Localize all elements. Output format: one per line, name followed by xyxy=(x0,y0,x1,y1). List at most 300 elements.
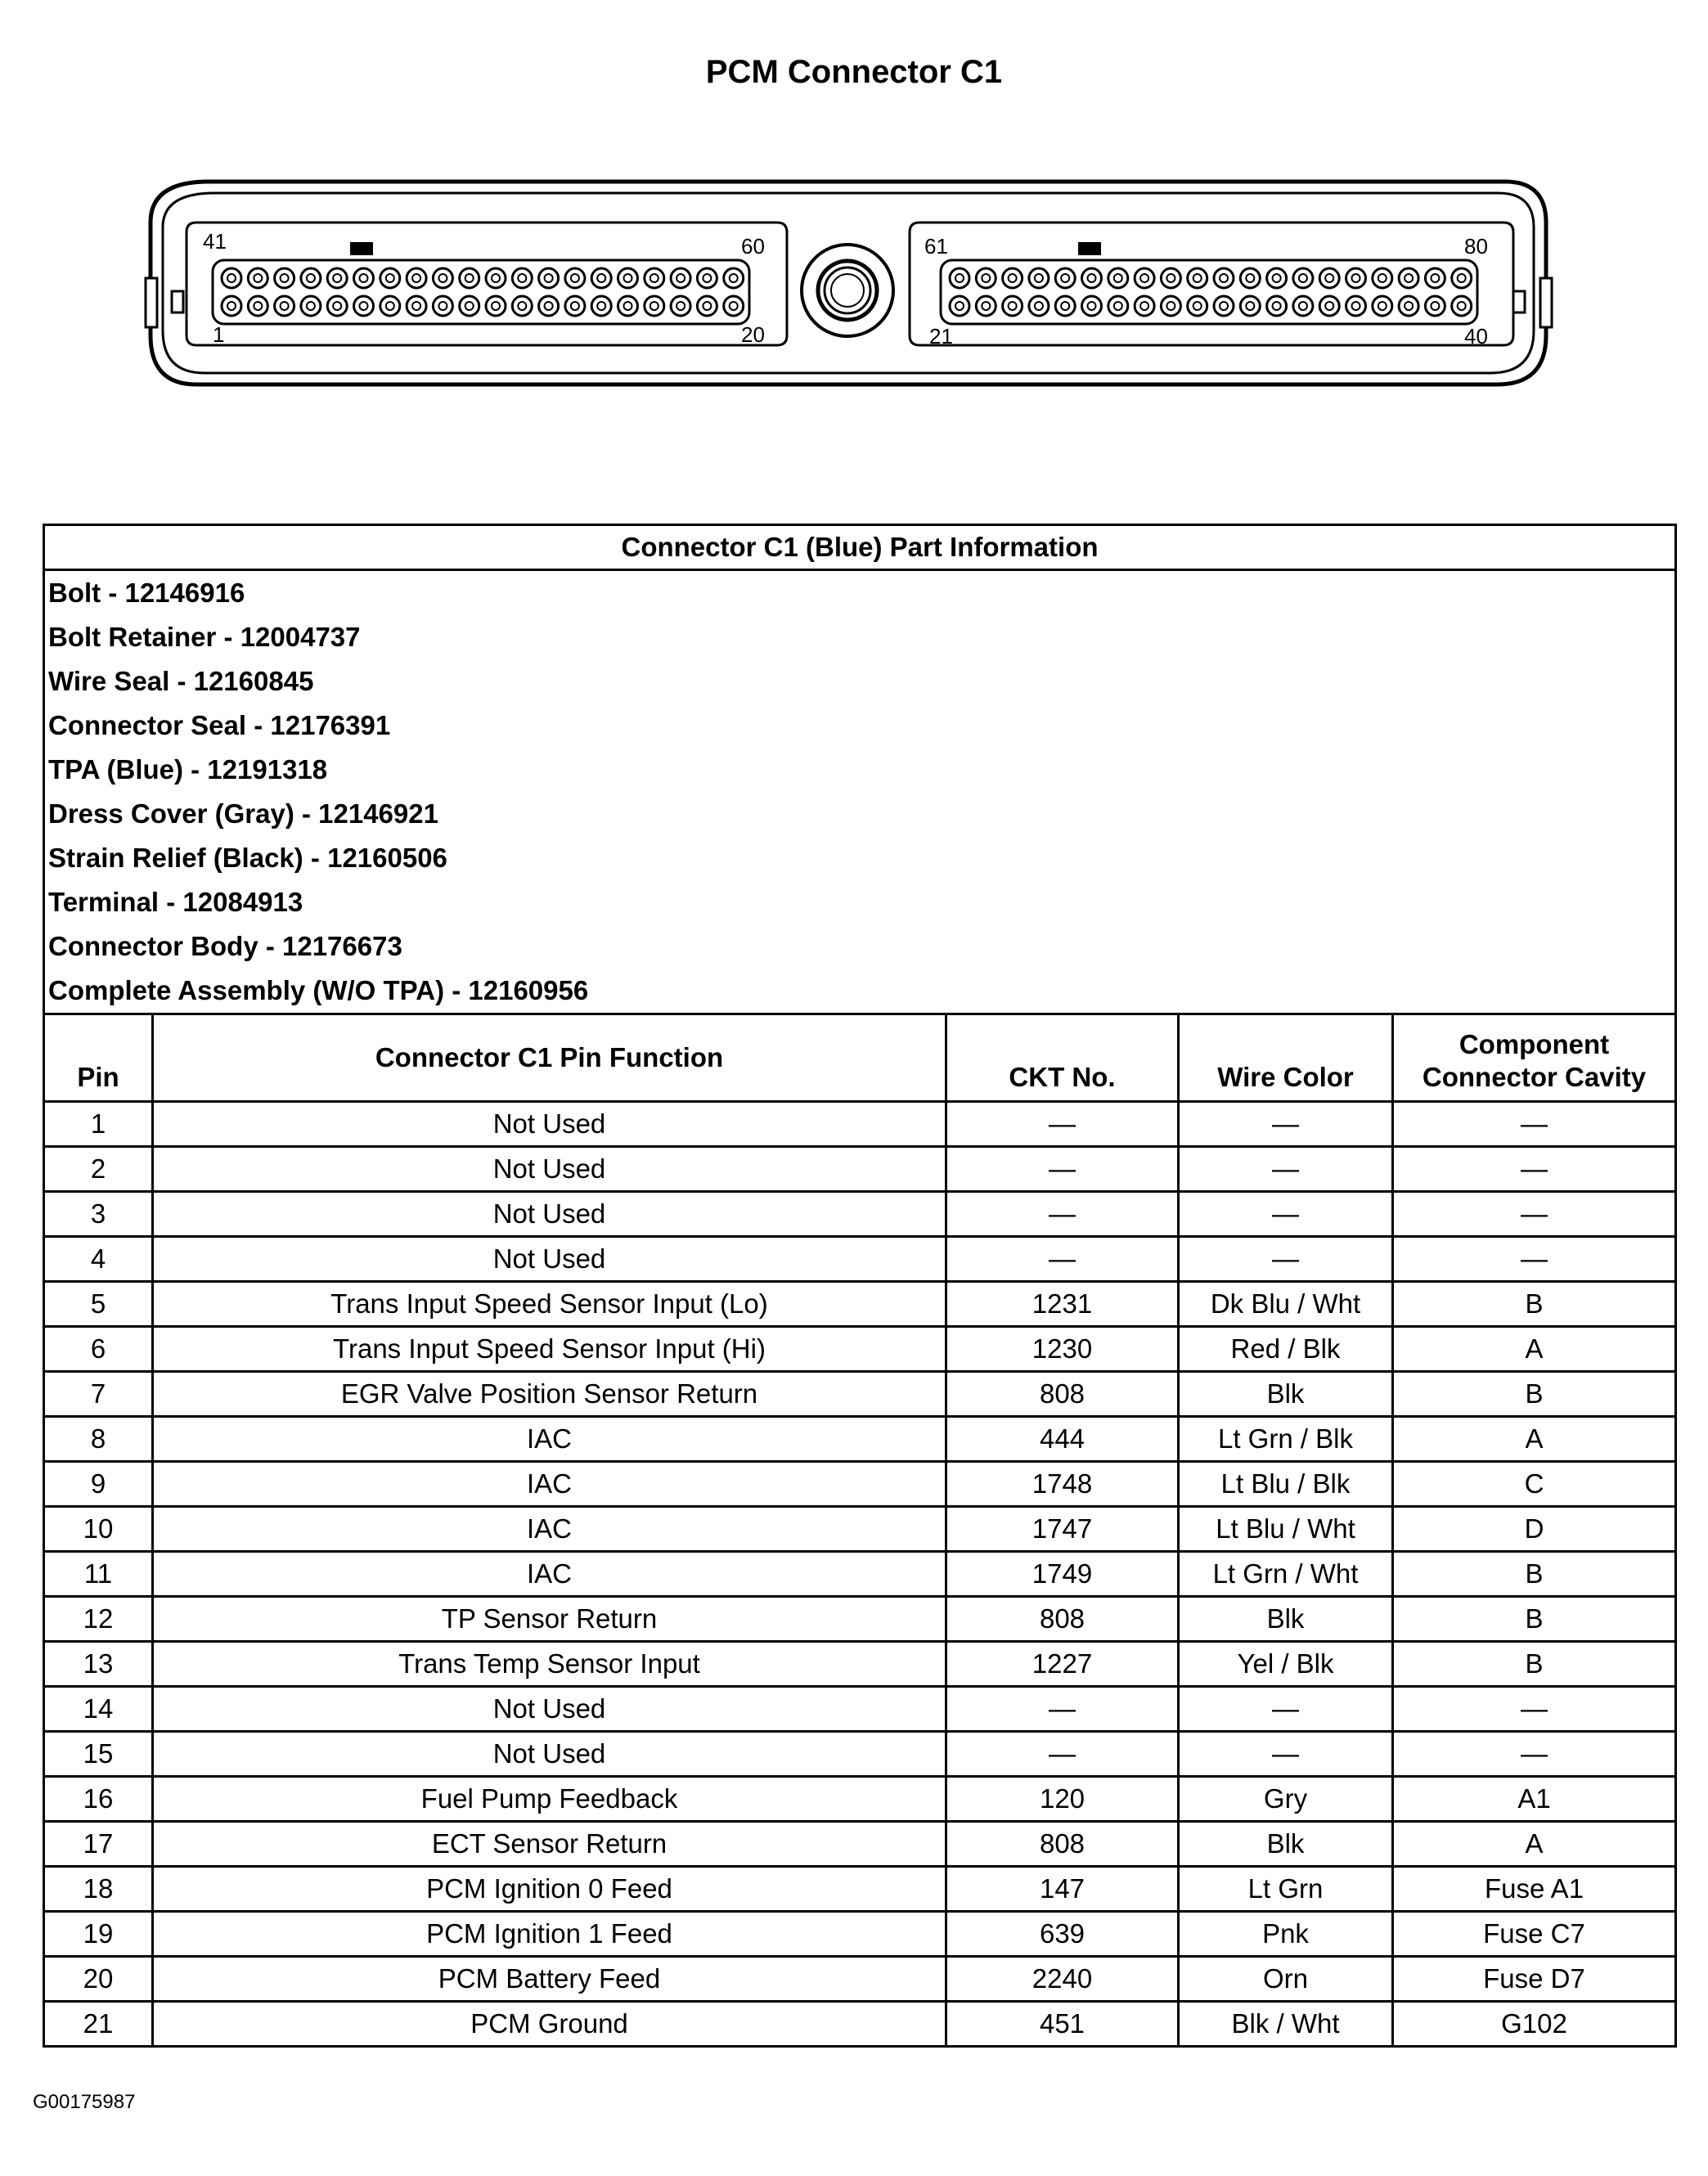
cell-pin: 8 xyxy=(44,1417,153,1462)
cell-ckt: 808 xyxy=(946,1822,1179,1867)
cell-cavity: — xyxy=(1393,1192,1676,1237)
pin-hole xyxy=(1240,296,1260,316)
table-row xyxy=(44,1642,1676,1687)
table-row xyxy=(44,1102,1676,1147)
pin-hole xyxy=(645,268,664,288)
pin-hole xyxy=(512,296,532,316)
pin-hole-inner xyxy=(465,274,474,282)
cell-wire-color: Blk / Wht xyxy=(1179,2002,1393,2047)
table-row xyxy=(44,1867,1676,1912)
pin-hole-inner xyxy=(1273,274,1281,282)
pin-hole xyxy=(1188,268,1207,288)
pin-hole xyxy=(724,296,744,316)
pin-hole-inner xyxy=(982,274,990,282)
pin-hole-inner xyxy=(333,274,341,282)
cell-cavity: A1 xyxy=(1393,1777,1676,1822)
pin-hole xyxy=(1135,296,1154,316)
pin-hole xyxy=(724,268,744,288)
pin-hole xyxy=(433,268,452,288)
pin-hole xyxy=(565,296,585,316)
pin-hole xyxy=(1319,296,1339,316)
table-row xyxy=(44,1552,1676,1597)
pin-label-40: 40 xyxy=(1464,324,1488,348)
table-row xyxy=(44,2002,1676,2047)
header-function: Connector C1 Pin Function xyxy=(153,1014,946,1102)
pin-hole xyxy=(591,268,611,288)
cell-cavity: A xyxy=(1393,1327,1676,1372)
cell-ckt: — xyxy=(946,1102,1179,1147)
cell-ckt: 1748 xyxy=(946,1462,1179,1507)
pin-hole xyxy=(1425,296,1445,316)
cell-function: EGR Valve Position Sensor Return xyxy=(153,1372,946,1417)
table-row xyxy=(44,1687,1676,1732)
cell-ckt: 451 xyxy=(946,2002,1179,2047)
pin-hole xyxy=(1108,268,1128,288)
cell-function: PCM Ignition 0 Feed xyxy=(153,1867,946,1912)
part-info-lines xyxy=(45,571,1674,1013)
table-row xyxy=(44,1282,1676,1327)
cell-wire-color: Orn xyxy=(1179,1957,1393,2002)
pin-label-41: 41 xyxy=(203,229,227,254)
cell-function: IAC xyxy=(153,1552,946,1597)
pin-hole-inner xyxy=(1220,302,1228,310)
pin-hole xyxy=(1319,268,1339,288)
pin-label-20: 20 xyxy=(741,322,765,347)
pin-hole-inner xyxy=(650,302,658,310)
cell-pin: 19 xyxy=(44,1912,153,1957)
pin-hole-inner xyxy=(955,274,964,282)
pin-hole-inner xyxy=(1035,302,1043,310)
cell-pin: 3 xyxy=(44,1192,153,1237)
pin-hole xyxy=(1055,296,1075,316)
pin-hole-inner xyxy=(1246,302,1254,310)
pin-hole xyxy=(1161,296,1180,316)
pin-hole xyxy=(645,296,664,316)
pin-hole-inner xyxy=(1166,274,1175,282)
right-key xyxy=(1078,242,1101,255)
pin-hole-inner xyxy=(1431,302,1439,310)
pin-hole-inner xyxy=(1009,274,1017,282)
pin-hole-inner xyxy=(1193,274,1202,282)
table-row xyxy=(44,1507,1676,1552)
pin-hole-inner xyxy=(1114,302,1122,310)
pin-hole-inner xyxy=(254,302,262,310)
pin-hole xyxy=(486,296,506,316)
pin-hole xyxy=(1267,268,1287,288)
cell-function: Not Used xyxy=(153,1147,946,1192)
pin-hole xyxy=(512,268,532,288)
cell-function: PCM Battery Feed xyxy=(153,1957,946,2002)
part-info-line: Connector Body - 12176673 xyxy=(48,931,402,961)
pin-hole-inner xyxy=(465,302,474,310)
cell-cavity: B xyxy=(1393,1372,1676,1417)
pin-hole xyxy=(222,296,241,316)
cell-pin: 13 xyxy=(44,1642,153,1687)
pin-hole-inner xyxy=(1352,302,1360,310)
pin-hole-inner xyxy=(1299,274,1307,282)
cell-function: ECT Sensor Return xyxy=(153,1822,946,1867)
pin-hole xyxy=(460,268,479,288)
pin-hole-inner xyxy=(676,274,685,282)
table-row xyxy=(44,1597,1676,1642)
cell-cavity: — xyxy=(1393,1732,1676,1777)
part-info-line: Bolt Retainer - 12004737 xyxy=(48,622,361,652)
pin-hole xyxy=(1161,268,1180,288)
pin-hole xyxy=(222,268,241,288)
table-row xyxy=(44,1822,1676,1867)
cell-ckt: — xyxy=(946,1732,1179,1777)
pin-hole xyxy=(539,296,559,316)
pin-hole-inner xyxy=(545,302,553,310)
cell-ckt: — xyxy=(946,1147,1179,1192)
cell-function: Not Used xyxy=(153,1102,946,1147)
pin-hole-inner xyxy=(1140,302,1148,310)
pin-hole-inner xyxy=(438,274,447,282)
cell-pin: 7 xyxy=(44,1372,153,1417)
pin-hole xyxy=(1108,296,1128,316)
pin-hole xyxy=(1082,268,1102,288)
page-title: PCM Connector C1 xyxy=(705,54,1003,90)
part-info-line: Terminal - 12084913 xyxy=(48,887,303,917)
cell-cavity: Fuse C7 xyxy=(1393,1912,1676,1957)
pin-hole-inner xyxy=(518,302,526,310)
cell-wire-color: Lt Grn xyxy=(1179,1867,1393,1912)
pin-hole-inner xyxy=(1088,274,1096,282)
pin-hole xyxy=(1452,296,1472,316)
header-wire-color: Wire Color xyxy=(1179,1014,1393,1102)
table-row xyxy=(44,1372,1676,1417)
cell-ckt: 1231 xyxy=(946,1282,1179,1327)
pin-hole-inner xyxy=(624,302,632,310)
pin-hole-inner xyxy=(518,274,526,282)
cell-cavity: — xyxy=(1393,1102,1676,1147)
pin-hole-inner xyxy=(412,302,420,310)
pin-hole-inner xyxy=(438,302,447,310)
pin-hole xyxy=(1373,296,1392,316)
pin-hole xyxy=(1267,296,1287,316)
cell-function: IAC xyxy=(153,1417,946,1462)
pin-hole xyxy=(1293,268,1313,288)
pin-hole xyxy=(950,268,969,288)
parts-table xyxy=(43,524,1677,2048)
cell-cavity: — xyxy=(1393,1237,1676,1282)
pin-hole-inner xyxy=(386,302,394,310)
pin-hole xyxy=(407,268,426,288)
pin-hole xyxy=(301,268,321,288)
pin-hole-inner xyxy=(281,302,289,310)
pin-hole-inner xyxy=(412,274,420,282)
right-pin-block xyxy=(910,223,1513,345)
cell-ckt: — xyxy=(946,1237,1179,1282)
cell-wire-color: Blk xyxy=(1179,1822,1393,1867)
pin-hole xyxy=(380,296,400,316)
pin-hole-inner xyxy=(545,274,553,282)
cell-cavity: G102 xyxy=(1393,2002,1676,2047)
pin-hole-inner xyxy=(597,302,605,310)
pin-hole-inner xyxy=(1273,302,1281,310)
pin-hole xyxy=(950,296,969,316)
pin-hole-inner xyxy=(1458,302,1466,310)
pin-hole xyxy=(618,268,638,288)
pin-hole-inner xyxy=(624,274,632,282)
pin-hole-inner xyxy=(1325,274,1333,282)
pin-hole-inner xyxy=(1246,274,1254,282)
pin-hole-inner xyxy=(1431,274,1439,282)
pin-hole-inner xyxy=(307,274,315,282)
pin-hole-inner xyxy=(360,274,368,282)
cell-cavity: B xyxy=(1393,1642,1676,1687)
cell-pin: 12 xyxy=(44,1597,153,1642)
pin-hole xyxy=(460,296,479,316)
pin-hole xyxy=(1399,268,1418,288)
cell-cavity: Fuse A1 xyxy=(1393,1867,1676,1912)
pin-label-80: 80 xyxy=(1464,234,1488,259)
pin-hole-inner xyxy=(1378,274,1387,282)
cell-pin: 11 xyxy=(44,1552,153,1597)
table-row xyxy=(44,1327,1676,1372)
pin-hole-inner xyxy=(650,274,658,282)
pin-hole xyxy=(976,268,996,288)
pin-hole-inner xyxy=(227,274,236,282)
figure-id: G00175987 xyxy=(33,2091,136,2113)
part-info-line: Complete Assembly (W/O TPA) - 12160956 xyxy=(48,975,589,1005)
connector-diagram xyxy=(0,164,1708,409)
pin-hole xyxy=(301,296,321,316)
pin-hole-inner xyxy=(492,274,500,282)
pin-hole-inner xyxy=(1114,274,1122,282)
pin-hole-inner xyxy=(703,274,711,282)
table-row xyxy=(44,1957,1676,2002)
pin-hole xyxy=(1214,268,1234,288)
pin-hole-inner xyxy=(1220,274,1228,282)
cell-wire-color: Lt Grn / Wht xyxy=(1179,1552,1393,1597)
cell-wire-color: Lt Blu / Wht xyxy=(1179,1507,1393,1552)
pin-hole xyxy=(1293,296,1313,316)
pin-hole xyxy=(248,296,267,316)
cell-wire-color: — xyxy=(1179,1192,1393,1237)
pin-hole xyxy=(976,296,996,316)
pin-hole-inner xyxy=(1378,302,1387,310)
cell-ckt: 1227 xyxy=(946,1642,1179,1687)
cell-function: Fuel Pump Feedback xyxy=(153,1777,946,1822)
table-row xyxy=(44,1417,1676,1462)
pin-hole xyxy=(697,268,717,288)
cell-function: PCM Ignition 1 Feed xyxy=(153,1912,946,1957)
cell-ckt: 444 xyxy=(946,1417,1179,1462)
cell-pin: 1 xyxy=(44,1102,153,1147)
cell-cavity: B xyxy=(1393,1597,1676,1642)
pin-hole-inner xyxy=(492,302,500,310)
left-key xyxy=(350,242,373,255)
part-info-header: Connector C1 (Blue) Part Information xyxy=(44,525,1676,570)
table-row xyxy=(44,1147,1676,1192)
cell-wire-color: — xyxy=(1179,1237,1393,1282)
cell-pin: 9 xyxy=(44,1462,153,1507)
pin-hole-inner xyxy=(571,274,579,282)
cell-ckt: 2240 xyxy=(946,1957,1179,2002)
pin-hole-inner xyxy=(1166,302,1175,310)
cell-function: PCM Ground xyxy=(153,2002,946,2047)
pin-hole xyxy=(1082,296,1102,316)
cell-pin: 6 xyxy=(44,1327,153,1372)
cell-cavity: A xyxy=(1393,1822,1676,1867)
pin-hole xyxy=(275,268,294,288)
table-row xyxy=(44,1192,1676,1237)
cell-function: Trans Input Speed Sensor Input (Lo) xyxy=(153,1282,946,1327)
column-header-row xyxy=(44,1014,1676,1102)
pin-hole-inner xyxy=(730,302,738,310)
pin-hole-inner xyxy=(1035,274,1043,282)
pin-hole-inner xyxy=(1061,302,1069,310)
table-row xyxy=(44,1912,1676,1957)
pin-hole xyxy=(591,296,611,316)
pin-hole xyxy=(1055,268,1075,288)
cell-pin: 17 xyxy=(44,1822,153,1867)
pin-hole xyxy=(1135,268,1154,288)
pin-hole xyxy=(354,268,374,288)
part-info-line: Bolt - 12146916 xyxy=(48,578,245,608)
pin-hole xyxy=(539,268,559,288)
pin-hole xyxy=(1240,268,1260,288)
cell-pin: 21 xyxy=(44,2002,153,2047)
table-row xyxy=(44,1462,1676,1507)
part-info-line: Dress Cover (Gray) - 12146921 xyxy=(48,798,438,829)
cell-ckt: 639 xyxy=(946,1912,1179,1957)
cell-wire-color: Pnk xyxy=(1179,1912,1393,1957)
pin-hole xyxy=(1003,296,1023,316)
cell-pin: 20 xyxy=(44,1957,153,2002)
cell-wire-color: Red / Blk xyxy=(1179,1327,1393,1372)
pin-hole xyxy=(354,296,374,316)
pin-hole xyxy=(486,268,506,288)
table-row xyxy=(44,1777,1676,1822)
pin-hole xyxy=(1452,268,1472,288)
pin-hole-inner xyxy=(281,274,289,282)
cell-pin: 18 xyxy=(44,1867,153,1912)
pin-hole xyxy=(1188,296,1207,316)
cell-ckt: — xyxy=(946,1687,1179,1732)
pin-label-1: 1 xyxy=(213,322,225,347)
cell-wire-color: Lt Grn / Blk xyxy=(1179,1417,1393,1462)
pin-hole-inner xyxy=(1405,274,1413,282)
pin-hole-inner xyxy=(333,302,341,310)
cell-wire-color: — xyxy=(1179,1102,1393,1147)
pin-hole-inner xyxy=(982,302,990,310)
pin-hole-inner xyxy=(1325,302,1333,310)
pin-hole-inner xyxy=(1193,302,1202,310)
cell-function: Not Used xyxy=(153,1192,946,1237)
cell-cavity: A xyxy=(1393,1417,1676,1462)
pin-hole-inner xyxy=(307,302,315,310)
pin-hole xyxy=(1214,296,1234,316)
pin-hole-inner xyxy=(1009,302,1017,310)
cell-wire-color: — xyxy=(1179,1687,1393,1732)
cell-ckt: 808 xyxy=(946,1597,1179,1642)
cell-wire-color: Gry xyxy=(1179,1777,1393,1822)
part-info-line: Strain Relief (Black) - 12160506 xyxy=(48,843,447,873)
cell-function: IAC xyxy=(153,1462,946,1507)
cell-ckt: 808 xyxy=(946,1372,1179,1417)
pin-hole xyxy=(248,268,267,288)
cell-pin: 5 xyxy=(44,1282,153,1327)
pin-hole-inner xyxy=(1299,302,1307,310)
part-info-body xyxy=(44,570,1676,1014)
cell-wire-color: Lt Blu / Blk xyxy=(1179,1462,1393,1507)
pin-hole xyxy=(275,296,294,316)
pin-hole xyxy=(1003,268,1023,288)
cell-ckt: 1749 xyxy=(946,1552,1179,1597)
pin-hole-inner xyxy=(386,274,394,282)
pin-hole-inner xyxy=(1088,302,1096,310)
pin-label-61: 61 xyxy=(924,234,948,259)
pin-hole-inner xyxy=(1405,302,1413,310)
pin-hole-inner xyxy=(1352,274,1360,282)
cell-cavity: — xyxy=(1393,1687,1676,1732)
pin-hole xyxy=(618,296,638,316)
pin-hole xyxy=(327,268,347,288)
pin-hole xyxy=(1373,268,1392,288)
cell-wire-color: — xyxy=(1179,1147,1393,1192)
cell-cavity: — xyxy=(1393,1147,1676,1192)
pin-hole xyxy=(671,268,690,288)
cell-ckt: — xyxy=(946,1192,1179,1237)
pin-hole-inner xyxy=(730,274,738,282)
table-row xyxy=(44,1237,1676,1282)
cell-ckt: 1747 xyxy=(946,1507,1179,1552)
pin-hole-inner xyxy=(1061,274,1069,282)
header-cavity: Component Connector Cavity xyxy=(1393,1014,1676,1102)
cell-pin: 4 xyxy=(44,1237,153,1282)
cell-wire-color: Blk xyxy=(1179,1372,1393,1417)
cell-ckt: 147 xyxy=(946,1867,1179,1912)
cell-function: Trans Input Speed Sensor Input (Hi) xyxy=(153,1327,946,1372)
cell-function: TP Sensor Return xyxy=(153,1597,946,1642)
pin-hole xyxy=(671,296,690,316)
cell-wire-color: Dk Blu / Wht xyxy=(1179,1282,1393,1327)
pin-hole-inner xyxy=(227,302,236,310)
cell-cavity: Fuse D7 xyxy=(1393,1957,1676,2002)
cell-pin: 10 xyxy=(44,1507,153,1552)
cell-pin: 14 xyxy=(44,1687,153,1732)
cell-cavity: C xyxy=(1393,1462,1676,1507)
pin-hole xyxy=(327,296,347,316)
cell-cavity: B xyxy=(1393,1282,1676,1327)
cell-pin: 15 xyxy=(44,1732,153,1777)
pin-rows xyxy=(44,1102,1676,2047)
cell-function: Not Used xyxy=(153,1237,946,1282)
cell-wire-color: — xyxy=(1179,1732,1393,1777)
cell-ckt: 120 xyxy=(946,1777,1179,1822)
pin-hole xyxy=(380,268,400,288)
part-info-line: Wire Seal - 12160845 xyxy=(48,666,314,696)
pin-label-60: 60 xyxy=(741,234,765,259)
pin-label-21: 21 xyxy=(929,324,953,348)
pin-hole-inner xyxy=(597,274,605,282)
center-bolt xyxy=(802,245,893,336)
part-info-line: Connector Seal - 12176391 xyxy=(48,710,391,740)
pin-hole-inner xyxy=(571,302,579,310)
pin-hole-inner xyxy=(676,302,685,310)
cell-cavity: D xyxy=(1393,1507,1676,1552)
pin-hole xyxy=(1029,296,1049,316)
header-ckt: CKT No. xyxy=(946,1014,1179,1102)
pin-hole-inner xyxy=(1140,274,1148,282)
pin-holes xyxy=(222,268,1472,316)
table-row xyxy=(44,1732,1676,1777)
cell-function: IAC xyxy=(153,1507,946,1552)
pin-hole-inner xyxy=(360,302,368,310)
pin-hole xyxy=(1425,268,1445,288)
